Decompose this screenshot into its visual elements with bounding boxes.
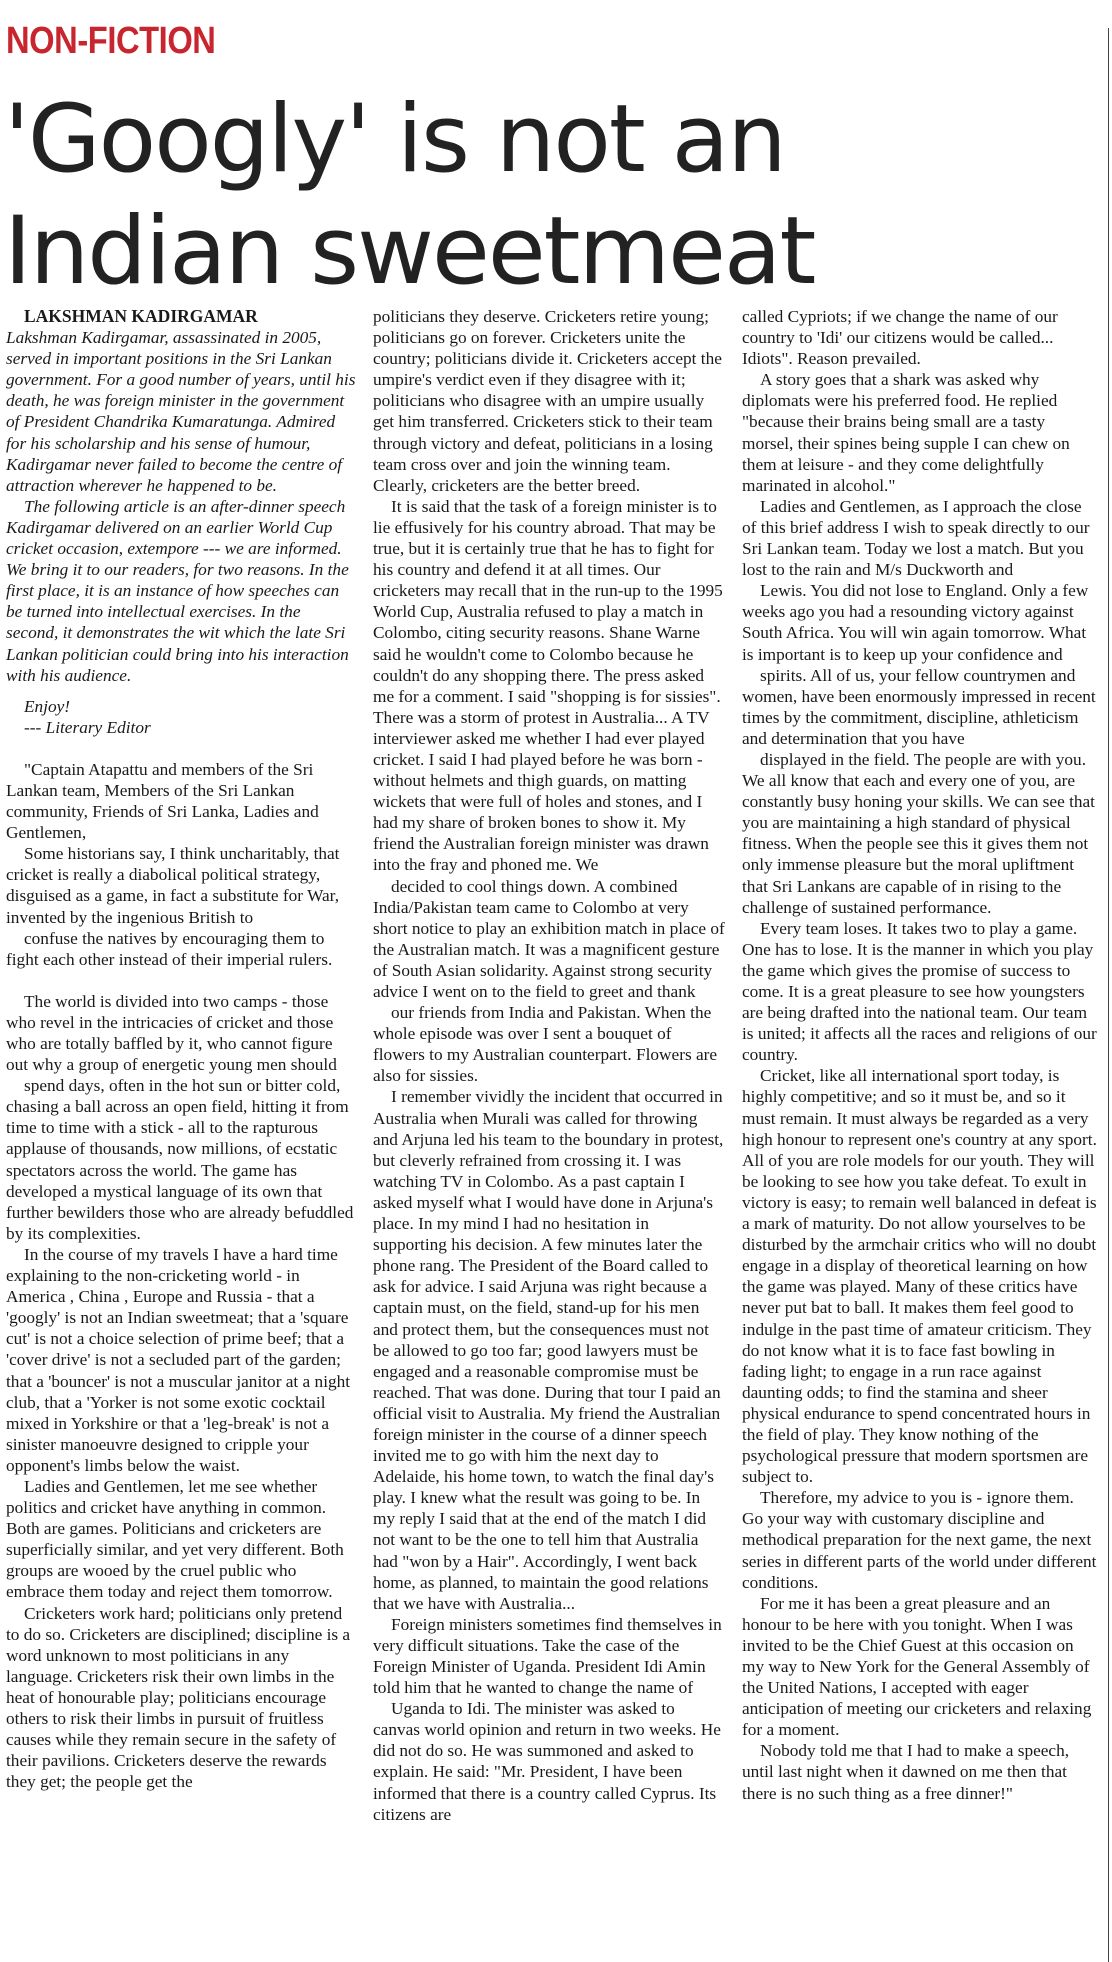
body-paragraph: decided to cool things down. A combined India/Pakistan team came to Colombo at very short notice to play an exhibition match in place of the Australian match. It was a magnificent gesture of South Asian solidarity. Against strong security advice I went on to the field to greet and thank bbox=[373, 876, 725, 1001]
body-paragraph: politicians they deserve. Cricketers retire young; politicians go on forever. Cricketers unite the country; politicians divide it. Cricketers accept the umpire's verdict even if they disagree with it; politicians who disagree with an umpire usually get him transferred. Cricketers stick to their team through victory and defeat, politicians in a losing team cross over and join the winning team. Clearly, cricketers are the better breed. bbox=[373, 307, 722, 495]
body-paragraph: called Cypriots; if we change the name of our country to 'Idi' our citizens would be called... Idiots". Reason prevailed. bbox=[742, 307, 1058, 369]
body-paragraph: Therefore, my advice to you is - ignore them. Go your way with customary discipline and methodical preparation for the next game, the next series in different parts of the world under different conditions. bbox=[742, 1488, 1097, 1592]
intro-signoff: Enjoy! bbox=[24, 696, 71, 716]
body-paragraph: Nobody told me that I had to make a speech, until last night when it dawned on me then that there is no such thing as a free dinner!" bbox=[742, 1741, 1070, 1803]
body-paragraph: Uganda to Idi. The minister was asked to canvas world opinion and return in two weeks. He did not do so. He was summoned and asked to explain. He said: "Mr. President, I have been informed that there is a country called Cyprus. Its citizens are bbox=[373, 1699, 721, 1824]
body-paragraph: I remember vividly the incident that occurred in Australia when Murali was called for throwing and Arjuna led his team to the boundary in protest, but cleverly refrained from crossing it. I was watching TV in Colombo. As a past captain I asked myself what I would have done in Arjuna's place. In my mind I had no hesitation in supporting his decision. A few minutes later the phone rang. The President of the Board called to ask for advice. I said Arjuna was right because a captain must, on the field, stand-up for his men and protect them, but the consequences must not be allowed to go too far; good lawyers must be engaged and a reasonable compromise must be reached. That was done. During that tour I paid an official visit to Australia. My friend the Australian foreign minister in the course of a dinner speech invited me to go with him the next day to Adelaide, his home town, to watch the final day's play. I knew what the result was going to be. In my reply I said that at the end of the match I did not want to be the one to tell him that Australia had "won by a Hair". Accordingly, I went back home, as planned, to maintain the good relations that we have with Australia... bbox=[373, 1087, 724, 1613]
body-paragraph: Ladies and Gentlemen, as I approach the close of this brief address I wish to speak directly to our Sri Lankan team. Today we lost a match. But you lost to the rain and M/s Duckworth and bbox=[742, 496, 1090, 580]
body-paragraph: Lewis. You did not lose to England. Only a few weeks ago you had a resounding victory against South Africa. You will win again tomorrow. What is important is to keep up your confidence and bbox=[742, 581, 1089, 664]
body-paragraph: Cricketers work hard; politicians only pretend to do so. Cricketers are disciplined; discipline is a word unknown to most politicians in any language. Cricketers risk their own limbs in the heat of honourable play; politicians encourage others to risk their limbs in pursuit of fruitless causes while they remain secure in the safety of their pavilions. Cricketers deserve the rewards they get; the people get the bbox=[6, 1603, 351, 1792]
intro-paragraph: The following article is an after-dinner speech Kadirgamar delivered on an earlier World Cup cricket occasion, extempore --- we are informed. We bring it to our readers, for two reasons. In the first place, it is an instance of how speeches can be turned into intellectual exercises. In the second, it demonstrates the wit which the late Sri Lankan politician could bring into his interaction with his audience. bbox=[6, 496, 349, 685]
body-paragraph: In the course of my travels I have a hard time explaining to the non-cricketing world - in America , China , Europe and Russia - that a 'googly' is not an Indian sweetmeat; that a 'square cut' is not a choice selection of prime beef; that a 'cover drive' is not a secluded part of the garden; that a 'bouncer' is not a muscular janitor at a night club, that a 'Yorker is not some exotic cocktail mixed in Yorkshire or that a 'leg-break' is not a sinister manoeuvre designed to cripple your opponent's limbs below the waist. bbox=[6, 1244, 351, 1475]
body-paragraph: For me it has been a great pleasure and an honour to be here with you tonight. When I was invited to be the Chief Guest at this occasion on my way to New York for the General Assembly of the United Nations, I accepted with eager anticipation of meeting our cricketers and relaxing for a moment. bbox=[742, 1593, 1092, 1740]
column-1 bbox=[6, 306, 356, 1792]
body-paragraph: "Captain Atapattu and members of the Sri Lankan team, Members of the Sri Lankan community, Friends of Sri Lanka, Ladies and Gentlemen, bbox=[6, 759, 319, 843]
body-paragraph: It is said that the task of a foreign minister is to lie effusively for his country abroad. That may be true, but it is certainly true that he has to fight for his country and defend it at all times. Our cricketers may recall that in the run-up to the 1995 World Cup, Australia refused to play a match in Colombo, citing security reasons. Shane Warne said he wouldn't come to Colombo because he couldn't do any shopping there. The press asked me for a comment. I said "shopping is for sissies". There was a storm of protest in Australia... A TV interviewer asked me whether I had ever played cricket. I said I had played before he was born - without helmets and thigh guards, on matting wickets that were full of holes and stones, and I had my share of broken bones to show it. My friend the Australian foreign minister was drawn into the fray and phoned me. We bbox=[373, 496, 723, 875]
column-rule bbox=[1108, 28, 1109, 1962]
body-paragraph: Ladies and Gentlemen, let me see whether politics and cricket have anything in common. Both are games. Politicians and cricketers are superficially similar, and yet very different. Both groups are wooed by the cruel public who embrace them today and reject them tomorrow. bbox=[6, 1476, 344, 1602]
intro-paragraph: Lakshman Kadirgamar, assassinated in 2005, served in important positions in the Sri Lankan government. For a good number of years, until his death, he was foreign minister in the government of President Chandrika Kumaratunga. Admired for his scholarship and his sense of humour, Kadirgamar never failed to become the centre of attraction wherever he happened to be. bbox=[6, 328, 356, 495]
column-3 bbox=[742, 306, 1098, 1804]
body-paragraph: Cricket, like all international sport today, is highly competitive; and so it must be, and so it must remain. It must always be regarded as a very high honour to represent one's country at any sport. All of you are role models for our youth. They will be looking to see how you take defeat. To exult in victory is easy; to remain well balanced in defeat is a mark of maturity. Do not allow yourselves to be disturbed by the armchair critics who will no doubt engage in a display of theoretical learning on how the game was played. Many of these critics have never put bat to ball. It makes them feel good to indulge in the past time of amateur criticism. They do not know what it is to face fast bowling in fading light; to engage in a run race against daunting odds; to find the stamina and sheer physical endurance to spend concentrated hours in the field of play. They know nothing of the psychological pressure that modern sportsmen are subject to. bbox=[742, 1066, 1097, 1487]
body-paragraph: Foreign ministers sometimes find themselves in very difficult situations. Take the case of the Foreign Minister of Uganda. President Idi Amin told him that he wanted to change the name of bbox=[373, 1614, 722, 1698]
body-paragraph: spirits. All of us, your fellow countrymen and women, have been enormously impressed in recent times by the commitment, discipline, athleticism and determination that you have bbox=[742, 665, 1096, 748]
body-paragraph: our friends from India and Pakistan. When the whole episode was over I sent a bouquet of flowers to my Australian counterpart. Flowers are also for sissies. bbox=[373, 1003, 718, 1086]
body-paragraph: Some historians say, I think uncharitably, that cricket is really a diabolical political strategy, disguised as a game, in fact a substitute for War, invented by the ingenious British to bbox=[6, 844, 340, 927]
intro-editor-credit: --- Literary Editor bbox=[24, 717, 151, 737]
column-2 bbox=[373, 306, 725, 1825]
body-paragraph: displayed in the field. The people are with you. We all know that each and every one of you, are constantly busy honing your skills. We can see that you are maintaining a high standard of physical fitness. When the people see this it gives them not only immense pleasure but the moral upliftment that Sri Lankans are capable of in rising to the challenge of sustained performance. bbox=[742, 749, 1095, 917]
body-paragraph: Every team loses. It takes two to play a game. One has to lose. It is the manner in which you play the game which gives the promise of success to come. It is a great pleasure to see how youngsters are being drafted into the national team. Our team is united; it affects all the races and religions of our country. bbox=[742, 918, 1097, 1065]
body-paragraph: A story goes that a shark was asked why diplomats were his preferred food. He replied "because their brains being small are a tasty morsel, their spines being supple I can chew on them at leisure - and they come delightfully marinated in alcohol." bbox=[742, 370, 1070, 495]
body-paragraph: spend days, often in the hot sun or bitter cold, chasing a ball across an open field, hitting it from time to time with a stick - all to the rapturous applause of thousands, now millions, of ecstatic spectators across the world. The game has developed a mystical language of its own that further bewilders those who are already befuddled by its complexities. bbox=[6, 1076, 354, 1243]
headline: 'Googly' is not an Indian sweetmeat bbox=[4, 85, 815, 306]
section-label: NON-FICTION bbox=[6, 20, 216, 62]
body-paragraph: The world is divided into two camps - those who revel in the intricacies of cricket and those who are totally baffled by it, who cannot figure out why a group of energetic young men should bbox=[6, 991, 337, 1075]
body-paragraph: confuse the natives by encouraging them to fight each other instead of their imperial rulers. bbox=[6, 928, 333, 969]
author-byline: LAKSHMAN KADIRGAMAR bbox=[24, 306, 258, 326]
